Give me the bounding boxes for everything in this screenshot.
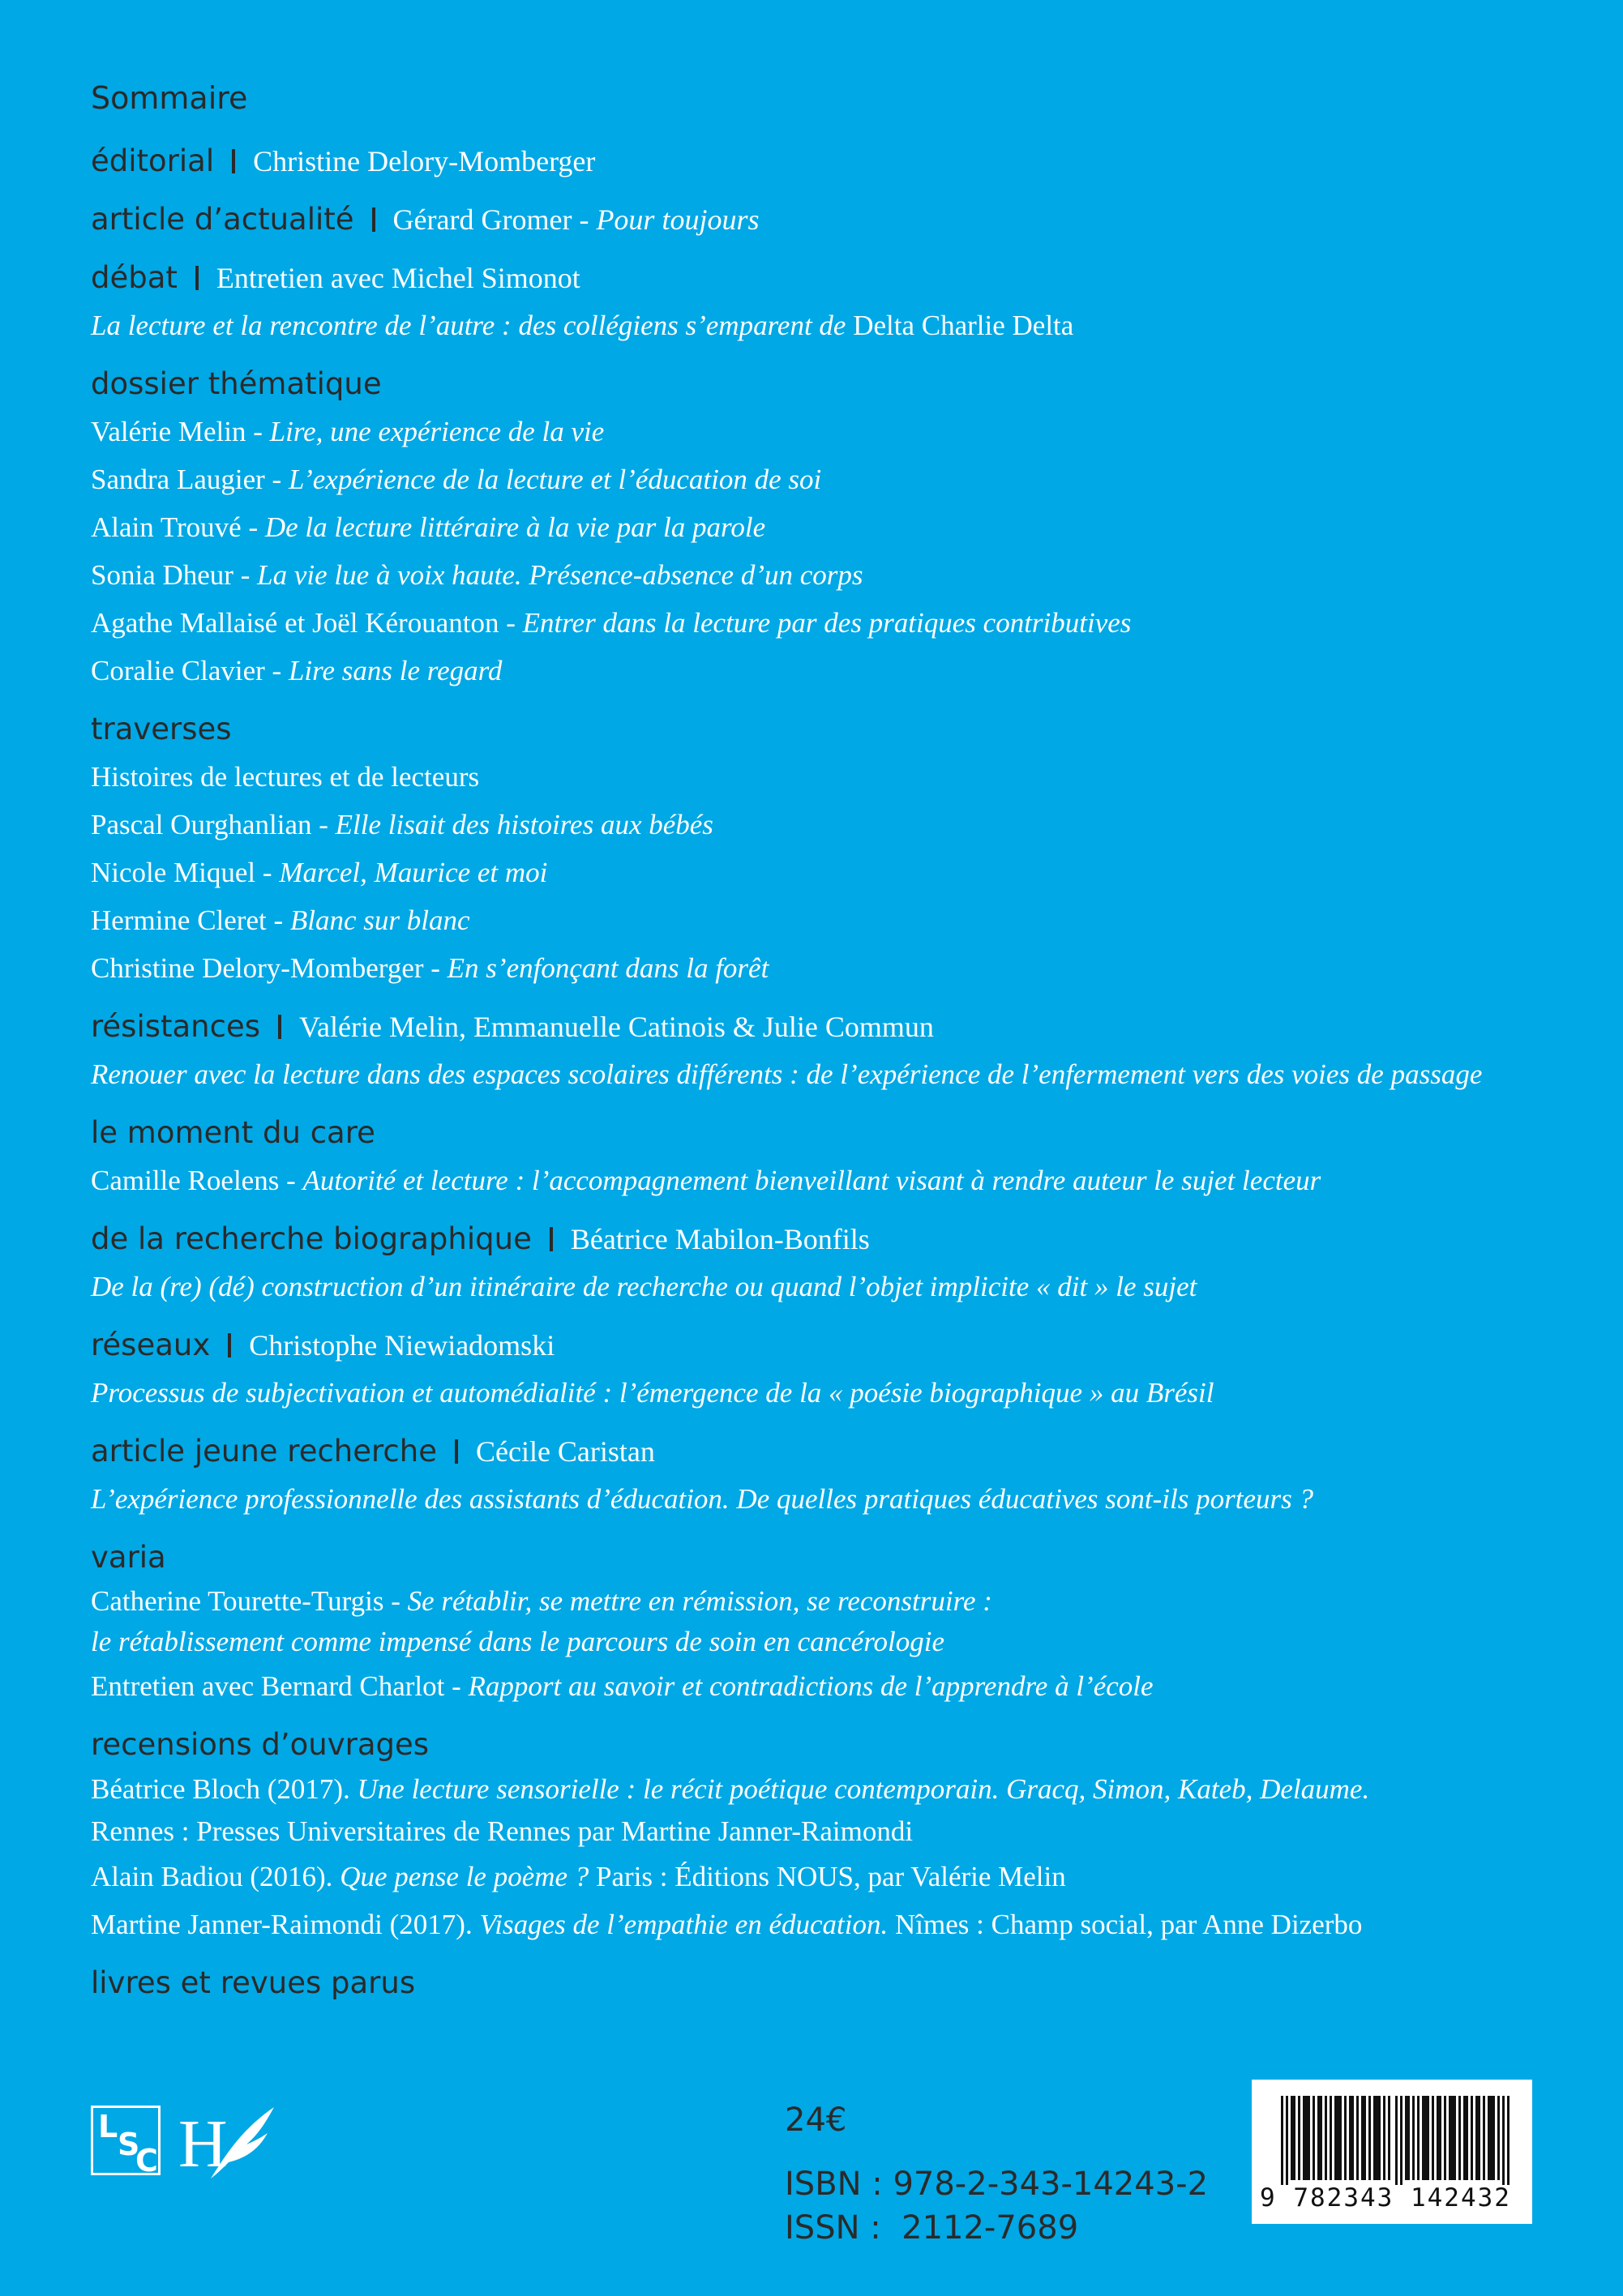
section-debat	[91, 254, 1582, 349]
section-jeune-recherche	[91, 1428, 1582, 1523]
entry-author: Catherine Tourette-Turgis	[91, 1585, 384, 1617]
section-editorial	[91, 138, 1582, 185]
section-title: débat	[91, 260, 178, 295]
section-author: Valérie Melin, Emmanuelle Catinois & Julie Commun	[299, 1011, 934, 1043]
entry-publisher: Paris : Éditions NOUS, par Valérie Melin	[596, 1861, 1066, 1892]
section-livres	[91, 1960, 1582, 2007]
separator	[372, 207, 375, 232]
section-resistances	[91, 1003, 1582, 1098]
entry-author: Pascal Ourghanlian	[91, 809, 312, 840]
summary-title: Sommaire	[91, 80, 248, 116]
logo-letter: S	[118, 2127, 140, 2162]
list-item: Alain Trouvé - De la lecture littéraire à la vie par la parole	[91, 511, 766, 543]
list-item: Coralie Clavier - Lire sans le regard	[91, 655, 503, 686]
list-item: Sandra Laugier - L’expérience de la lecture et l’éducation de soi	[91, 464, 822, 495]
publisher-letter: H	[178, 2106, 228, 2182]
list-item: Sonia Dheur - La vie lue à voix haute. Présence-absence d’un corps	[91, 559, 863, 591]
separator	[278, 1015, 281, 1039]
separator	[232, 149, 235, 173]
separator	[455, 1439, 458, 1464]
entry-author: Sonia Dheur	[91, 559, 233, 591]
barcode-bars	[1281, 2096, 1516, 2185]
entry-author: Valérie Melin	[91, 416, 246, 447]
barcode-number: 9 782343 142432	[1260, 2183, 1511, 2213]
entry-work: Entrer dans la lecture par des pratiques contributives	[522, 607, 1132, 639]
entry-author: Entretien avec Bernard Charlot	[91, 1670, 445, 1702]
entry-work: Lire, une expérience de la vie	[269, 416, 605, 447]
list-item: Valérie Melin - Lire, une expérience de la vie	[91, 416, 605, 447]
logo-letter: C	[135, 2143, 158, 2178]
entry-author: Martine Janner-Raimondi (2017).	[91, 1909, 473, 1940]
entry-work-continued: le rétablissement comme impensé dans le parcours de soin en cancérologie	[91, 1626, 945, 1657]
section-traverses	[91, 706, 1582, 992]
entry-work: En s’enfonçant dans la forêt	[447, 952, 769, 984]
section-work: L’expérience professionnelle des assistants d’éducation. De quelles pratiques éducatives sont-ils porteurs ?	[91, 1483, 1313, 1515]
logo-letter: L	[98, 2109, 118, 2144]
entry-work: L’expérience de la lecture et l’éducation de soi	[288, 464, 822, 495]
entry-author: Agathe Mallaisé et Joël Kérouanton	[91, 607, 499, 639]
entry-work: Rapport au savoir et contradictions de l’apprendre à l’école	[468, 1670, 1154, 1702]
barcode	[1252, 2080, 1532, 2224]
section-author: Cécile Caristan	[475, 1435, 655, 1468]
entry-author: Sandra Laugier	[91, 464, 265, 495]
section-title: traverses	[91, 712, 232, 746]
section-work: De la (re) (dé) construction d’un itinéraire de recherche ou quand l’objet implicite « dit » le sujet	[91, 1271, 1197, 1302]
list-item: Pascal Ourghanlian - Elle lisait des histoires aux bébés	[91, 809, 713, 840]
section-work: La lecture et la rencontre de l’autre : des collégiens s’emparent de	[91, 310, 846, 341]
section-title: article jeune recherche	[91, 1434, 437, 1469]
price: 24€	[785, 2101, 847, 2139]
section-title: dossier thématique	[91, 366, 382, 401]
section-title: réseaux	[91, 1328, 211, 1362]
list-item: Hermine Cleret - Blanc sur blanc	[91, 904, 470, 936]
section-author: Béatrice Mabilon-Bonfils	[570, 1223, 870, 1255]
separator	[195, 266, 199, 290]
price-block	[785, 2096, 1208, 2250]
harmattan-logo	[178, 2104, 284, 2182]
feather-icon	[178, 2104, 284, 2182]
entry-author: Alain Badiou (2016).	[91, 1861, 333, 1892]
section-varia	[91, 1534, 1582, 1710]
lsc-logo	[91, 2106, 161, 2178]
entry-work: Se rétablir, se mettre en rémission, se reconstruire :	[407, 1585, 992, 1617]
section-work: Pour toujours	[596, 203, 760, 236]
entry-author: Hermine Cleret	[91, 904, 267, 936]
separator	[550, 1227, 553, 1251]
section-work: Renouer avec la lecture dans des espaces scolaires différents : de l’expérience de l’enfermement vers des voies de passage	[91, 1058, 1483, 1090]
section-title: le moment du care	[91, 1115, 375, 1150]
entry-author: Coralie Clavier	[91, 655, 265, 686]
table-of-contents	[91, 75, 1582, 2007]
entry-work: Une lecture sensorielle : le récit poétique contemporain. Gracq, Simon, Kateb, Delaume.	[357, 1773, 1370, 1805]
entry-work: Visages de l’empathie en éducation.	[479, 1909, 889, 1940]
section-author: Gérard Gromer	[392, 203, 572, 236]
list-item: Agathe Mallaisé et Joël Kérouanton - Entrer dans la lecture par des pratiques contributives	[91, 607, 1132, 639]
section-author: Entretien avec Michel Simonot	[216, 262, 580, 294]
separator	[228, 1333, 231, 1358]
entry-work: Lire sans le regard	[288, 655, 503, 686]
section-subtitle: Histoires de lectures et de lecteurs	[91, 761, 480, 793]
entry-work: Que pense le poème ?	[340, 1861, 589, 1892]
section-title: recensions d’ouvrages	[91, 1727, 430, 1762]
list-item: Christine Delory-Momberger - En s’enfonçant dans la forêt	[91, 952, 769, 984]
entry-publisher: Nîmes : Champ social, par Anne Dizerbo	[895, 1909, 1363, 1940]
section-recensions	[91, 1721, 1582, 1948]
section-actualite: article d’actualité Gérard Gromer - Pour toujours	[91, 202, 760, 237]
list-item	[91, 1768, 1582, 1811]
list-item: Catherine Tourette-Turgis - Se rétablir, se mettre en rémission, se reconstruire :	[91, 1585, 992, 1617]
entry-line	[91, 301, 1582, 349]
entry-work: Autorité et lecture : l’accompagnement bienveillant visant à rendre auteur le sujet lecteur	[302, 1165, 1321, 1196]
entry-author: Nicole Miquel	[91, 857, 256, 888]
entry-work: La vie lue à voix haute. Présence-absence d’un corps	[257, 559, 863, 591]
entry-work: Blanc sur blanc	[289, 904, 470, 936]
section-reseaux	[91, 1322, 1582, 1417]
issn: ISSN : 2112-7689	[785, 2209, 1079, 2247]
section-recherche	[91, 1216, 1582, 1310]
entry-publisher: Rennes : Presses Universitaires de Rennes par Martine Janner-Raimondi	[91, 1815, 914, 1847]
list-item	[91, 1853, 1582, 1901]
list-item: Entretien avec Bernard Charlot - Rapport au savoir et contradictions de l’apprendre à l’école	[91, 1670, 1154, 1702]
section-author: Christophe Niewiadomski	[249, 1329, 555, 1362]
entry-author: Christine Delory-Momberger	[91, 952, 424, 984]
entry-author: Camille Roelens	[91, 1165, 280, 1196]
section-care	[91, 1110, 1582, 1204]
section-dossier	[91, 361, 1582, 695]
section-title: varia	[91, 1540, 166, 1575]
section-work-tail: Delta Charlie Delta	[853, 310, 1074, 341]
list-item: Nicole Miquel - Marcel, Maurice et moi	[91, 857, 548, 888]
section-title: article d’actualité	[91, 202, 354, 237]
list-item	[91, 1901, 1582, 1948]
entry-work: Elle lisait des histoires aux bébés	[335, 809, 713, 840]
list-item: Camille Roelens - Autorité et lecture : l’accompagnement bienveillant visant à rendre auteur le sujet lecteur	[91, 1165, 1321, 1196]
section-title: résistances	[91, 1009, 261, 1044]
entry-author: Béatrice Bloch (2017).	[91, 1773, 350, 1805]
section-work: Processus de subjectivation et automédialité : l’émergence de la « poésie biographique » au Brésil	[91, 1377, 1214, 1409]
entry-author: Alain Trouvé	[91, 511, 242, 543]
section-title: livres et revues parus	[91, 1965, 416, 2000]
section-title: éditorial	[91, 143, 215, 178]
entry-work: De la lecture littéraire à la vie par la parole	[264, 511, 766, 543]
section-title: de la recherche biographique	[91, 1221, 532, 1256]
isbn: ISBN : 978-2-343-14243-2	[785, 2166, 1209, 2203]
section-author: Christine Delory-Momberger	[253, 145, 596, 177]
entry-work: Marcel, Maurice et moi	[279, 857, 548, 888]
